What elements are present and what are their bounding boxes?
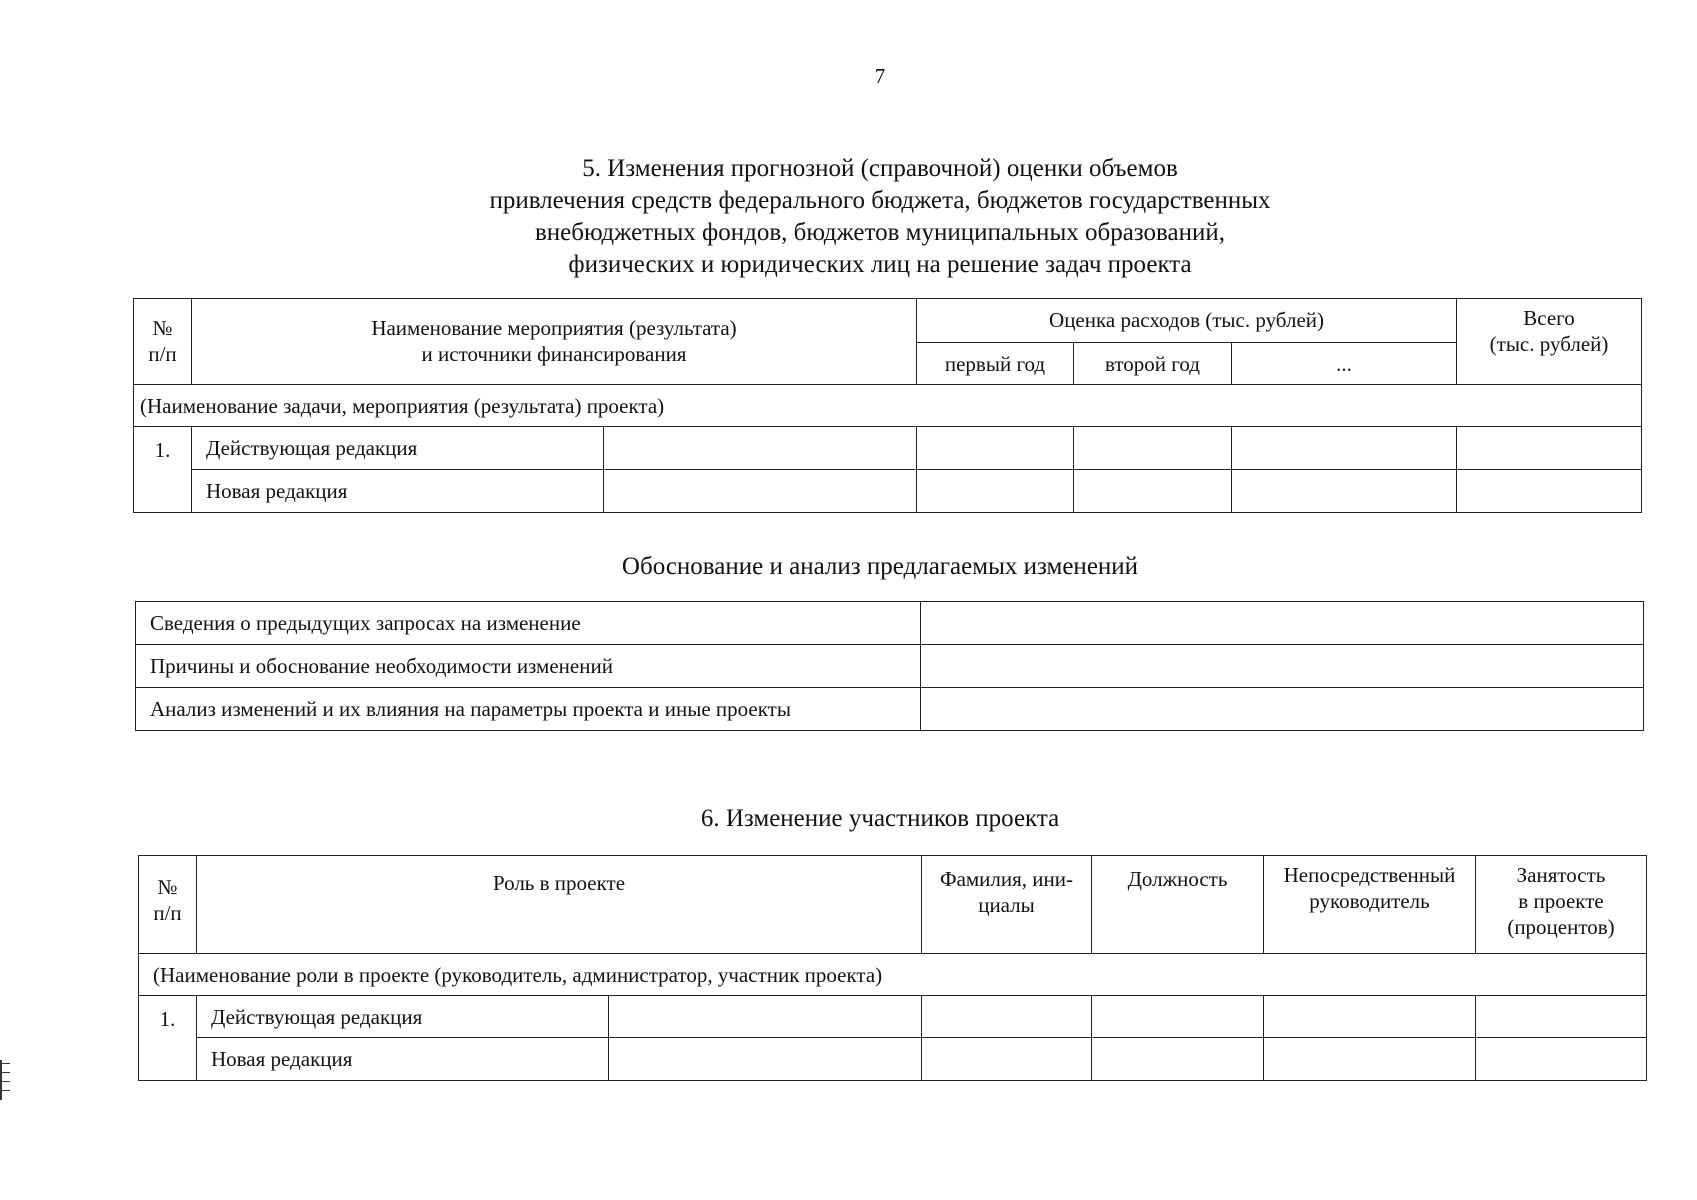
scan-edge-marks [0, 1060, 10, 1100]
section5-title-line1: 5. Изменения прогнозной (справочной) оценки объемов [582, 155, 1178, 182]
cell-new-total [1457, 470, 1642, 513]
col-header-name: Наименование мероприятия (результата) и источники финансирования [192, 299, 917, 385]
col-header-num: № п/п [134, 299, 192, 385]
section5-title-line4: физических и юридических лиц на решение задач проекта [568, 251, 1192, 278]
cell-current-role [609, 996, 922, 1038]
justification-table [135, 601, 1644, 731]
row-new-label: Новая редакция [192, 470, 604, 513]
justification-title: Обоснование и анализ предлагаемых изменений [621, 553, 1139, 580]
cell-new-manager [1264, 1038, 1476, 1081]
cell-new-ellipsis [1232, 470, 1457, 513]
col-header-manager: Непосредственный руководитель [1264, 856, 1476, 954]
previous-requests-label: Сведения о предыдущих запросах на изменение [136, 602, 921, 645]
analysis-value [921, 688, 1644, 731]
col-header-year2: второй год [1074, 343, 1232, 385]
previous-requests-value [921, 602, 1644, 645]
col-header-year1: первый год [917, 343, 1074, 385]
col-header-employment: Занятость в проекте (процентов) [1476, 856, 1647, 954]
cell-new-role [609, 1038, 922, 1081]
task-name-row: (Наименование задачи, мероприятия (результата) проекта) [134, 385, 1642, 427]
col-header-ellipsis: ... [1232, 343, 1457, 385]
cell-new-position [1092, 1038, 1264, 1081]
page-number: 7 [874, 64, 886, 88]
cell-new-year1 [917, 470, 1074, 513]
analysis-label: Анализ изменений и их влияния на параметры проекта и иные проекты [136, 688, 921, 731]
col-header-total: Всего (тыс. рублей) [1457, 299, 1642, 385]
cell-current-manager [1264, 996, 1476, 1038]
col-header-full-name: Фамилия, ини- циалы [922, 856, 1092, 954]
cell-current-full-name [922, 996, 1092, 1038]
col-header-position: Должность [1092, 856, 1264, 954]
section5-title-line3: внебюджетных фондов, бюджетов муниципальных образований, [535, 219, 1225, 246]
cell-current-employment [1476, 996, 1647, 1038]
row-number: 1. [139, 996, 197, 1081]
cell-current-ellipsis [1232, 427, 1457, 470]
section6-title: 6. Изменение участников проекта [700, 805, 1060, 832]
section5-title-line2: привлечения средств федерального бюджета, бюджетов государственных [489, 187, 1271, 214]
reasons-label: Причины и обоснование необходимости изменений [136, 645, 921, 688]
cell-new-full-name [922, 1038, 1092, 1081]
col-header-estimate: Оценка расходов (тыс. рублей) [917, 299, 1457, 343]
row-new-label: Новая редакция [197, 1038, 609, 1081]
role-name-row: (Наименование роли в проекте (руководитель, администратор, участник проекта) [139, 954, 1647, 996]
col-header-num: № п/п [139, 856, 197, 954]
row-current-label: Действующая редакция [192, 427, 604, 470]
reasons-value [921, 645, 1644, 688]
cell-new-source [604, 470, 917, 513]
cell-current-source [604, 427, 917, 470]
row-number: 1. [134, 427, 192, 513]
cell-current-year1 [917, 427, 1074, 470]
funding-table [133, 298, 1642, 513]
row-current-label: Действующая редакция [197, 996, 609, 1038]
cell-new-employment [1476, 1038, 1647, 1081]
col-header-role: Роль в проекте [197, 856, 922, 954]
cell-current-total [1457, 427, 1642, 470]
cell-current-year2 [1074, 427, 1232, 470]
cell-current-position [1092, 996, 1264, 1038]
cell-new-year2 [1074, 470, 1232, 513]
participants-table [138, 855, 1647, 1081]
